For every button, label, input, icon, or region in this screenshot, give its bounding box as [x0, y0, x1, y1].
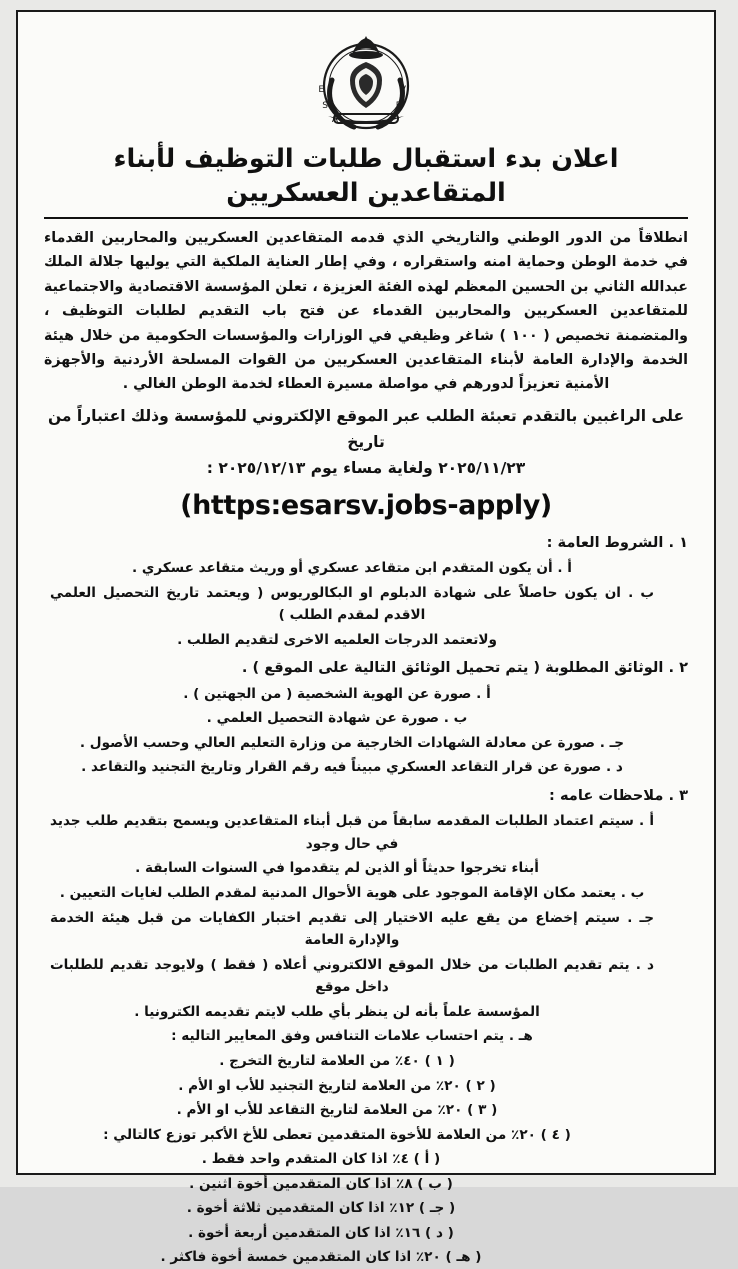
- list-item: ( ب ) ٨٪ اذا كان المتقدمين أخوة اثنين .: [189, 1175, 453, 1192]
- date-range: ٢٠٢٥/١١/٢٣ ولغاية مساء يوم ٢٠٢٥/١٢/١٣ :: [206, 459, 526, 478]
- list-item: جـ . صورة عن معادلة الشهادات الخارجية من وزارة التعليم العالي وحسب الأصول .: [79, 734, 625, 751]
- list-item: ( ٢ ) ٢٠٪ من العلامة لتاريخ التجنيد للأب او الأم .: [178, 1077, 496, 1094]
- section-general-notes: [44, 784, 688, 1269]
- application-url[interactable]: (https:esarsv.jobs-apply): [180, 489, 552, 521]
- list-item: أبناء تخرجوا حديثاً أو الذين لم يتقدموا في السنوات السابقة .: [135, 860, 539, 877]
- section-heading: ١ . الشروط العامة :: [546, 533, 688, 551]
- list-item: جـ . سيتم إخضاع من يقع عليه الاختيار إلى تقديم اختبار الكفايات من قبل هيئة الخدمة والإدارة العامة: [50, 909, 654, 949]
- announcement-content: [44, 30, 688, 1266]
- intro-paragraph: انطلاقاً من الدور الوطني والتاريخي الذي قدمه المتقاعدين العسكريين والمحاربين القدماء في خدمة الوطن وحماية امنه واستقراره ، وفي إطار العناية الملكية التي يوليها جلالة الملك عبدالله الثاني بن الحسين المعظم لهذه الفئة العزيزة ، تعلن المؤسسة الاقتصادية والاجتماعية للمتقاعدين العسكريين والمحاربين القدماء عن فتح باب التقديم لطلبات التوظيف ، والمتضمنة تخصيص ( ١٠٠ ) شاغر وظيفي في الوزارات والمؤسسات الحكومية من خلال هيئة الخدمة والإدارة العامة لأبناء المتقاعدين العسكريين من القوات المسلحة الأردنية والأجهزة الأمنية تعزيزاً لدورهم في مواصلة مسيرة العطاء لخدمة الوطن الغالي .: [44, 229, 688, 393]
- list-item: ( ٤ ) ٢٠٪ من العلامة للأخوة المتقدمين تعطى للأخ الأكبر توزع كالتالي :: [103, 1126, 571, 1143]
- list-item: ب . صورة عن شهادة التحصيل العلمي .: [206, 710, 468, 727]
- list-item: ( أ ) ٤٪ اذا كان المتقدم واحد فقط .: [201, 1151, 441, 1168]
- page-title: اعلان بدء استقبال طلبات التوظيف لأبناء المتقاعدين العسكريين: [113, 144, 619, 209]
- list-item: ( ٣ ) ٢٠٪ من العلامة لتاريخ التقاعد للأب او الأم .: [176, 1102, 498, 1119]
- list-item: أ . سيتم اعتماد الطلبات المقدمه سابقاً من قبل أبناء المتقاعدين ويسمح بتقديم طلب جديد في حال وجود: [50, 813, 654, 852]
- svg-text:S: S: [322, 101, 328, 111]
- emblem-container: [44, 30, 688, 138]
- svg-text:A: A: [331, 115, 338, 125]
- svg-text:V: V: [399, 85, 406, 95]
- section-heading: ٣ . ملاحظات عامه :: [549, 787, 688, 805]
- list-item: المؤسسة علماً بأنه لن ينظر بأي طلب لايتم تقديمه الكترونيا .: [134, 1003, 540, 1020]
- list-item: د . يتم تقديم الطلبات من خلال الموقع الالكتروني أعلاه ( فقط ) ولايوجد تقديم للطلبات داخل موقع: [50, 956, 654, 996]
- svg-text:R: R: [395, 101, 402, 111]
- list-item: ( ١ ) ٤٠٪ من العلامة لتاريخ التخرج .: [219, 1052, 455, 1069]
- royal-emblem-icon: [312, 30, 420, 138]
- list-item: ( د ) ١٦٪ اذا كان المتقدمين أربعة أخوة .: [188, 1224, 454, 1241]
- svg-text:E: E: [318, 85, 324, 95]
- list-item: ولاتعتمد الدرجات العلميه الاخرى لتقديم الطلب .: [177, 631, 497, 648]
- list-item: ب . ان يكون حاصلاً على شهادة الدبلوم او البكالوريوس ( ويعتمد تاريخ التحصيل العلمي الاقدم لمقدم الطلب ): [50, 584, 654, 624]
- section-general-conditions: [44, 531, 688, 652]
- list-item: أ . أن يكون المتقدم ابن متقاعد عسكري أو وريث متقاعد عسكري .: [132, 560, 572, 577]
- list-item: هـ . يتم احتساب علامات التنافس وفق المعايير التاليه :: [171, 1028, 533, 1045]
- section-required-documents: [44, 656, 688, 779]
- list-item: د . صورة عن قرار التقاعد العسكري مبيناً فيه رقم القرار وتاريخ التجنيد والتقاعد .: [81, 759, 623, 776]
- section-heading: ٢ . الوثائق المطلوبة ( يتم تحميل الوثائق التالية على الموقع ) .: [241, 659, 688, 677]
- title-divider: [44, 217, 688, 219]
- apply-note: على الراغبين بالتقدم تعبئة الطلب عبر الموقع الإلكتروني للمؤسسة وذلك اعتباراً من تاريخ: [47, 406, 685, 452]
- announcement-sheet: [16, 10, 716, 1266]
- application-period: [44, 403, 688, 482]
- list-item: ( هـ ) ٢٠٪ اذا كان المتقدمين خمسة أخوة فاكثر .: [160, 1249, 482, 1266]
- list-item: أ . صورة عن الهوية الشخصية ( من الجهتين ) .: [183, 685, 491, 702]
- list-item: ( جـ ) ١٢٪ اذا كان المتقدمين ثلاثة أخوة .: [186, 1200, 456, 1217]
- list-item: ب . يعتمد مكان الإقامة الموجود على هوية الأحوال المدنية لمقدم الطلب لغايات التعيين .: [59, 885, 645, 902]
